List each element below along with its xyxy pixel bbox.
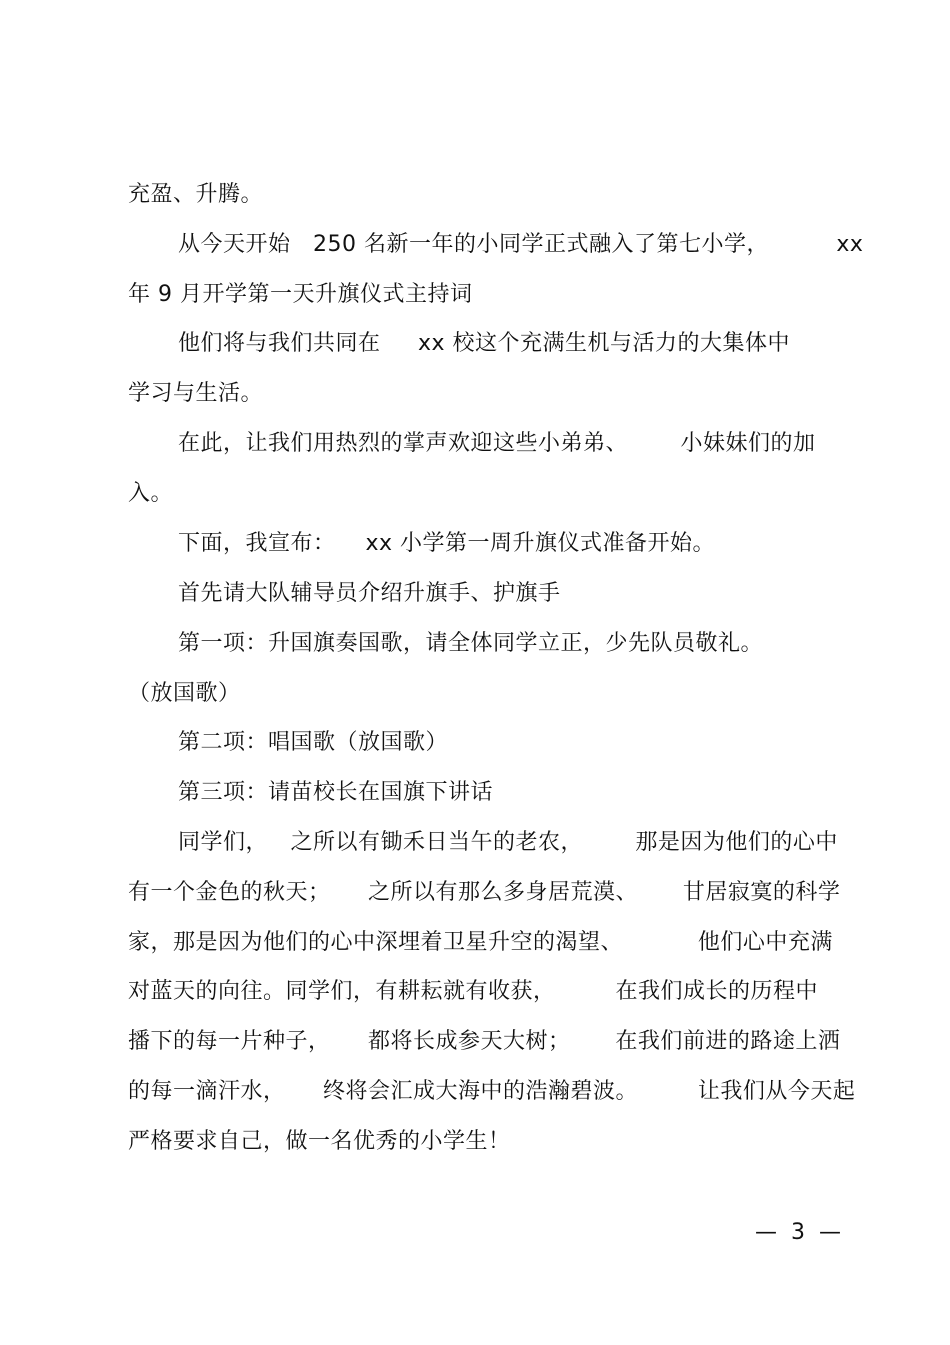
text-line-4: 他们将与我们共同在 xx 校这个充满生机与活力的大集体中 [178, 331, 790, 356]
text-line-5: 学习与生活。 [128, 381, 264, 406]
text-line-7: 入。 [128, 481, 174, 506]
text-line-3: 年 9 月开学第一天升旗仪式主持词 [128, 282, 473, 307]
text-line-11: （放国歌） [128, 681, 241, 706]
text-line-6: 在此，让我们用热烈的掌声欢迎这些小弟弟、 小妹妹们的加 [178, 431, 816, 456]
text-line-16: 家，那是因为他们的心中深埋着卫星升空的渴望、 他们心中充满 [128, 930, 833, 955]
text-line-18: 播下的每一片种子， 都将长成参天大树； 在我们前进的路途上洒 [128, 1029, 841, 1054]
text-line-20: 严格要求自己，做一名优秀的小学生！ [128, 1129, 511, 1154]
page-number: — 3 — [755, 1220, 841, 1245]
text-line-8: 下面，我宣布： xx 小学第一周升旗仪式准备开始。 [178, 531, 716, 556]
text-line-12: 第二项：唱国歌（放国歌） [178, 730, 449, 755]
text-line-13: 第三项：请苗校长在国旗下讲话 [178, 780, 494, 805]
text-line-17: 对蓝天的向往。同学们，有耕耘就有收获， 在我们成长的历程中 [128, 979, 818, 1004]
text-line-19: 的每一滴汗水， 终将会汇成大海中的浩瀚碧波。 让我们从今天起 [128, 1079, 856, 1104]
text-line-1: 充盈、升腾。 [128, 182, 264, 207]
text-line-9: 首先请大队辅导员介绍升旗手、护旗手 [178, 581, 561, 606]
text-line-10: 第一项：升国旗奏国歌，请全体同学立正，少先队员敬礼。 [178, 631, 764, 656]
text-line-15: 有一个金色的秋天； 之所以有那么多身居荒漠、 甘居寂寞的科学 [128, 880, 841, 905]
text-line-14: 同学们， 之所以有锄禾日当午的老农， 那是因为他们的心中 [178, 830, 838, 855]
text-line-2: 从今天开始 250 名新一年的小同学正式融入了第七小学， xx [178, 232, 864, 257]
